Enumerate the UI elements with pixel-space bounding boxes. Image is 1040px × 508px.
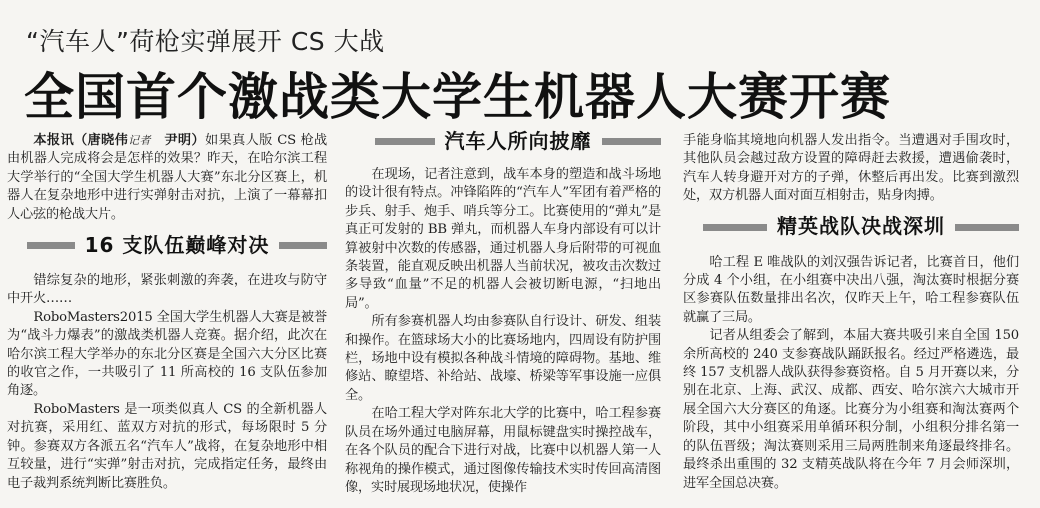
intro-text: 如果真人版 CS 枪战由机器人完成将会是怎样的效果？昨天，在哈尔滨工程大学举行的“全国大学生机器人大赛”东北分区赛上，机器人在复杂地形中进行实弹射击对抗，上演了一幕幕扣人心弦的枪战大片。 [7,133,327,222]
body-paragraph: 记者从组委会了解到，本届大赛共吸引来自全国 150 余所高校的 240 支参赛战队踊跃报名。经过严格遴选，最终 157 支机器人战队获得参赛资格。自 5 月开赛以来，分别在北京、上海、武汉、成都、西安、哈尔滨六大城市开展全国六大分赛区的角逐。比赛分为小组赛和淘汰赛两个阶段，其中小组赛采用单循环积分制，小组积分排名第一的队伍晋级；淘汰赛则采用三局两胜制来角逐最终排名。最终杀出重围的 32 支精英战队将在今年 7 月会师深圳，进军全国总决赛。 [683,328,1019,491]
subhead-text: 16 支队伍巅峰对决 [75,236,280,254]
article-kicker: “汽车人”荷枪实弹展开 CS 大战 [26,27,385,56]
byline: 本报讯（唐晓伟记者 尹明） [33,133,205,148]
body-paragraph: 所有参赛机器人均由参赛队自行设计、研发、组装和操作。在篮球场大小的比赛场地内，四周设有防护围栏，场地中设有模拟各种战斗情境的障碍物。基地、维修站、瞭望塔、补给站、战壕、桥梁等军事设施一应俱全。 [345,314,661,403]
body-paragraph: 错综复杂的地形，紧张刺激的奔袭，在进攻与防守中开火…… [7,273,327,307]
body-paragraph: 在现场，记者注意到，战车本身的塑造和战斗场地的设计很有特点。冲锋陷阵的“汽车人”军团有着严格的步兵、射手、炮手、哨兵等分工。比赛使用的“弹丸”是真正可发射的 BB 弹丸，而机器人车身内部设有可以计算被射中次数的传感器，通过机器人身后附带的可视血条装置，能直观反映出机器人当前状况，被攻击次数过多导致“血量”不足的机器人会被切断电源，“扫地出局”。 [345,167,661,311]
lead-paragraph [7,132,327,224]
body-paragraph: RoboMasters2015 全国大学生机器人大赛是被誉为“战斗力爆表”的激战类机器人竞赛。据介绍，此次在哈尔滨工程大学举办的东北分区赛是全国六大分区比赛的收官之作，一共吸引了 11 所高校的 16 支队伍参加角逐。 [7,309,327,399]
article-headline: 全国首个激战类大学生机器人大赛开赛 [24,68,891,126]
subhead-16-teams [27,232,327,258]
subhead-elite-teams [703,214,1019,240]
article-column-3 [683,132,1019,493]
body-paragraph: RoboMasters 是一项类似真人 CS 的全新机器人对抗赛，采用红、蓝双方对抗的形式，每场限时 5 分钟。参赛双方各派五名“汽车人”战将，在复杂地形中相互较量，进行“实弹”射击对抗，完成指定任务，最终由电子裁判系统判断比赛胜负。 [7,401,327,491]
article-column-1 [7,132,327,493]
body-paragraph: 手能身临其境地向机器人发出指令。当遭遇对手围攻时，其他队员会越过敌方设置的障碍赶去救援，遭遇偷袭时，汽车人转身避开对方的子弹，休整后再出发。比赛到激烈处，双方机器人面对面互相射击，贴身肉搏。 [683,133,1019,204]
subhead-autobots [375,128,661,154]
body-paragraph: 哈工程 E 唯战队的刘汉强告诉记者，比赛首日，他们分成 4 个小组，在小组赛中决出八强，淘汰赛时根据分赛区参赛队伍数量排出名次，仅昨天上午，哈工程参赛队伍就赢了三局。 [683,254,1019,325]
subhead-text: 汽车人所向披靡 [435,132,602,150]
article-column-2 [345,128,661,497]
body-paragraph: 在哈工程大学对阵东北大学的比赛中，哈工程参赛队员在场外通过电脑屏幕，用鼠标键盘实时操控战车，在各个队员的配合下进行对战，比赛中以机器人第一人称视角的操作模式，通过图像传输技术实时传回高清图像，实时展现场地状况，使操作 [345,406,661,495]
subhead-text: 精英战队决战深圳 [767,217,955,235]
